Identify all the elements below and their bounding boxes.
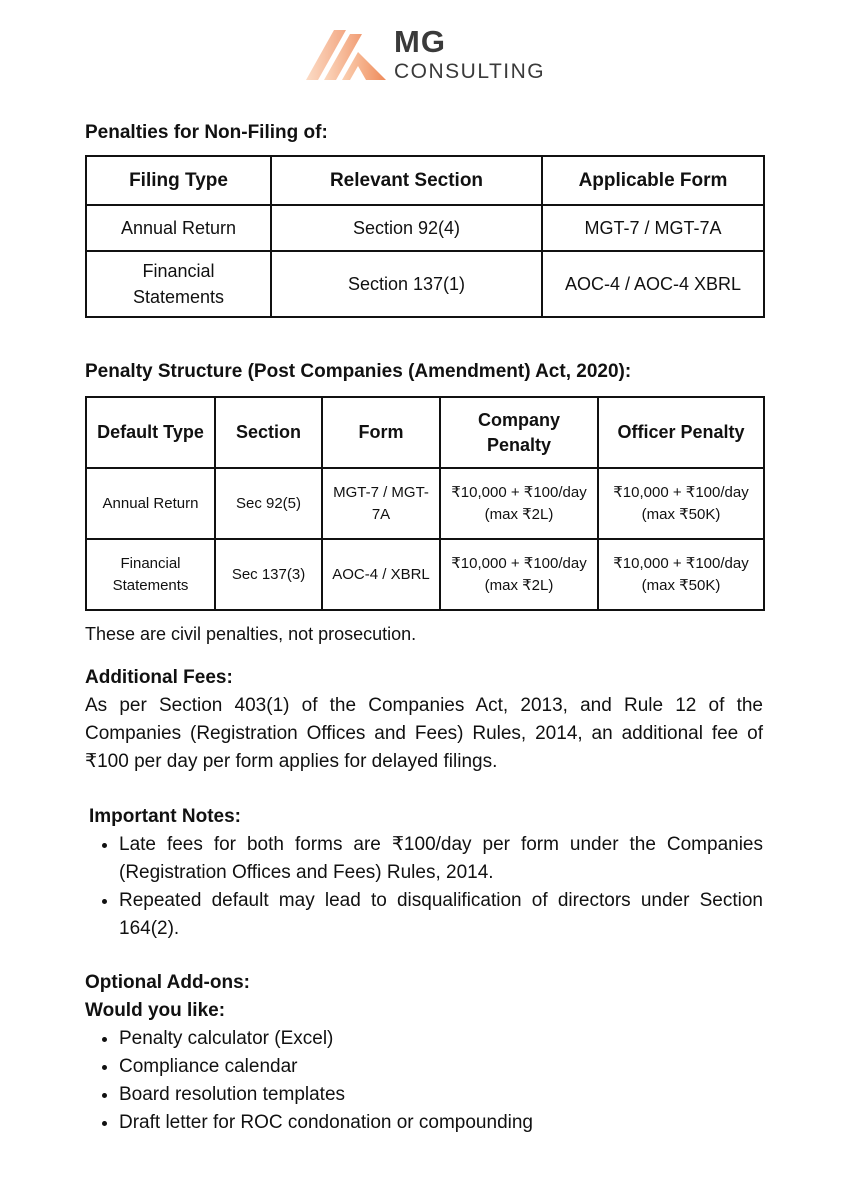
section2-heading: Penalty Structure (Post Companies (Amendment) Act, 2020): <box>85 361 632 382</box>
list-item: • Late fees for both forms are ₹100/day per form under the Companies (Registration Offices and Fees) Rules, 2014. <box>119 831 763 887</box>
column-header: Default Type <box>86 397 215 468</box>
column-header: Form <box>322 397 440 468</box>
table-cell: Sec 137(3) <box>215 539 322 610</box>
table-cell: Annual Return <box>86 205 271 251</box>
table-cell: AOC-4 / AOC-4 XBRL <box>542 251 764 317</box>
additional-fees-heading: Additional Fees: <box>85 667 233 688</box>
optional-addons-heading: Optional Add-ons: <box>85 972 250 993</box>
brand-name: MG <box>394 24 446 59</box>
table-cell: ₹10,000 + ₹100/day (max ₹2L) <box>440 539 598 610</box>
brand-tagline: CONSULTING <box>394 60 546 83</box>
table-row <box>86 468 764 539</box>
column-header: Company Penalty <box>440 397 598 468</box>
table-cell: ₹10,000 + ₹100/day (max ₹2L) <box>440 468 598 539</box>
table-row <box>86 205 764 251</box>
column-header: Filing Type <box>86 156 271 205</box>
list-item: • Penalty calculator (Excel) <box>119 1025 763 1053</box>
list-item: • Repeated default may lead to disqualification of directors under Section 164(2). <box>119 887 763 943</box>
section1-heading: Penalties for Non-Filing of: <box>85 122 328 143</box>
table-cell: ₹10,000 + ₹100/day (max ₹50K) <box>598 468 764 539</box>
table-cell: Sec 92(5) <box>215 468 322 539</box>
table-header-row <box>86 156 764 205</box>
table-cell: MGT-7 / MGT-7A <box>322 468 440 539</box>
filing-penalties-table <box>85 155 765 318</box>
civil-penalties-note: These are civil penalties, not prosecution. <box>85 624 417 644</box>
table-cell: AOC-4 / XBRL <box>322 539 440 610</box>
column-header: Section <box>215 397 322 468</box>
column-header: Officer Penalty <box>598 397 764 468</box>
important-notes-list <box>85 831 763 943</box>
table-cell: Section 92(4) <box>271 205 542 251</box>
column-header: Relevant Section <box>271 156 542 205</box>
table-header-row <box>86 397 764 468</box>
table-cell: Section 137(1) <box>271 251 542 317</box>
table-row <box>86 251 764 317</box>
mg-logo-icon <box>306 26 386 82</box>
list-item: • Board resolution templates <box>119 1081 763 1109</box>
optional-addons-list <box>85 1025 763 1137</box>
table-cell: Annual Return <box>86 468 215 539</box>
table-row <box>86 539 764 610</box>
optional-addons-subheading: Would you like: <box>85 1000 226 1021</box>
important-notes-heading: Important Notes: <box>89 806 241 827</box>
table-cell: Financial Statements <box>86 251 271 317</box>
column-header: Applicable Form <box>542 156 764 205</box>
penalty-structure-table <box>85 396 765 611</box>
table-cell: Financial Statements <box>86 539 215 610</box>
additional-fees-text: As per Section 403(1) of the Companies Act, 2013, and Rule 12 of the Companies (Registration Offices and Fees) Rules, 2014, an additional fee of ₹100 per day per form applies for delayed filings. <box>85 695 763 772</box>
list-item: • Compliance calendar <box>119 1053 763 1081</box>
list-item: • Draft letter for ROC condonation or compounding <box>119 1109 763 1137</box>
brand-logo <box>306 26 551 84</box>
table-cell: MGT-7 / MGT-7A <box>542 205 764 251</box>
table-cell: ₹10,000 + ₹100/day (max ₹50K) <box>598 539 764 610</box>
